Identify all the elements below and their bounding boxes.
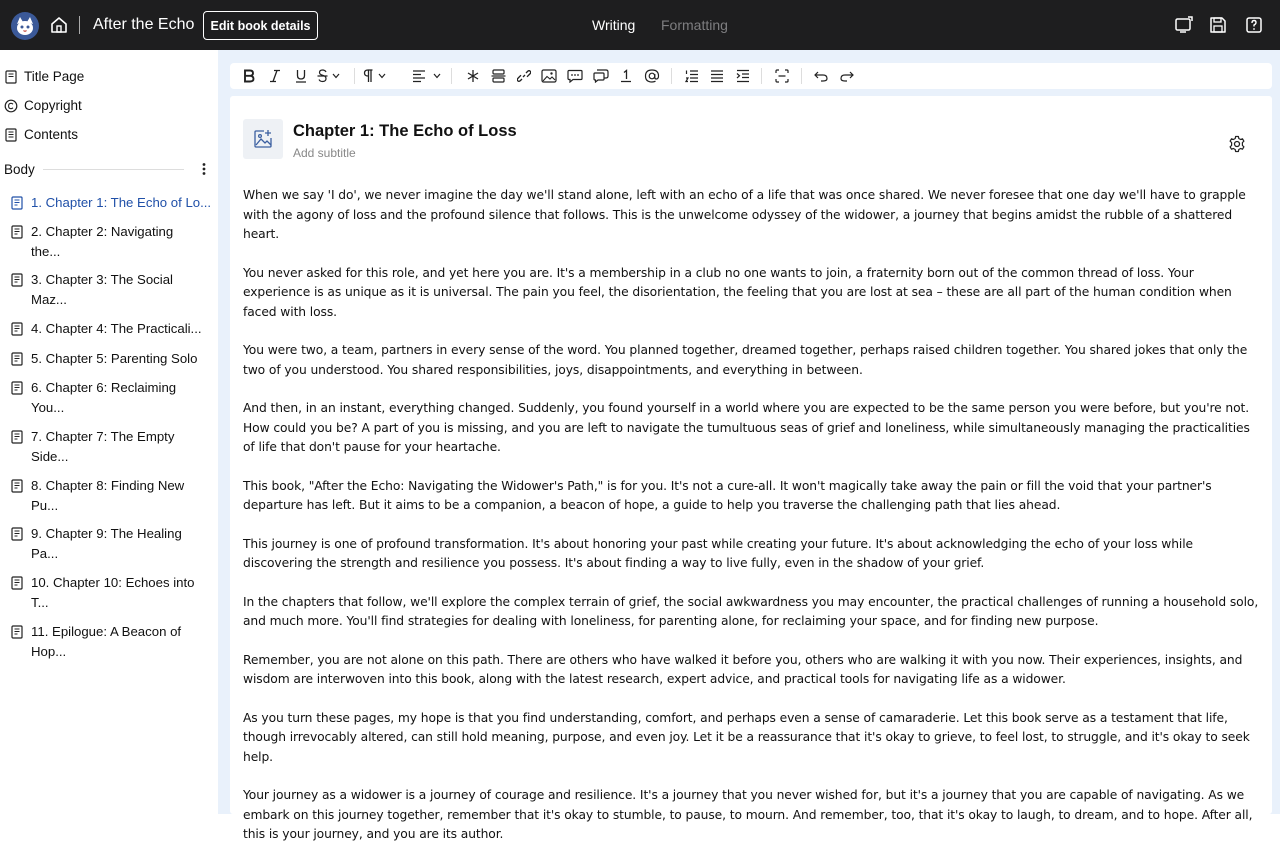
paragraph: You never asked for this role, and yet here you are. It's a membership in a club no one wants to join, a fraternity born out of the common thread of loss. Your experience is as unique as it is universal. The pain you feel, the disorientation, the feeling that you are lost at sea – these are all part of the human condition when faced with loss. <box>243 265 1232 319</box>
chapter-label: 4. Chapter 4: The Practicali... <box>31 321 202 336</box>
paragraph: This journey is one of profound transformation. It's about honoring your past while creating your future. It's about acknowledging the echo of your loss while discovering the strength and resilience you possess. It's about finding a way to live fully, even in the shadow of your grief. <box>243 536 1194 570</box>
paragraph: Remember, you are not alone on this path. There are others who have walked it before you, others who are walking it with you now. Their experiences, insights, and wisdom are interwoven into this book, along with the latest research, expert advice, and practical tools for navigating life as a widower. <box>243 652 1243 686</box>
chapter-icon <box>11 527 23 541</box>
help-button[interactable] <box>1244 15 1264 35</box>
body-options-button[interactable] <box>198 161 210 177</box>
chapter-icon <box>11 576 23 590</box>
toolbar-divider <box>801 68 802 84</box>
sidebar-chapter-7[interactable] <box>11 429 211 467</box>
find-replace-button[interactable] <box>775 67 789 85</box>
paragraph: This book, "After the Echo: Navigating the Widower's Path," is for you. It's not a cure-all. It won't magically take away the pain or fill the void that your partner's departure has left. But it aims to be a companion, a beacon of hope, a guide to help you traverse the challenging path that lies ahead. <box>243 478 1212 512</box>
chapter-label: 5. Chapter 5: Parenting Solo <box>31 351 198 366</box>
bold-icon <box>243 69 255 83</box>
alignment-dropdown[interactable] <box>412 67 446 85</box>
header-divider <box>79 16 80 34</box>
paragraph: And then, in an instant, everything changed. Suddenly, you found yourself in a world where you are expected to be the same person you were before, but you're not. How could you be? A part of you is missing, and you are left to navigate the tumultuous seas of grief and loneliness, while simultaneously managing the practicalities of life that don't pause for your heartache. <box>243 401 1250 454</box>
chapter-icon <box>11 352 23 366</box>
chapter-label: 10. Chapter 10: Echoes into T... <box>31 575 195 610</box>
paragraph: You were two, a team, partners in every sense of the word. You planned together, dreamed together, perhaps raised children together. You shared jokes that only the two of you understood. You shared responsibilities, joys, disappointments, and everything in between. <box>243 343 1248 377</box>
image-icon <box>541 69 557 83</box>
chapter-icon <box>11 430 23 444</box>
preview-icon <box>1174 15 1194 35</box>
editor-toolbar <box>230 63 1272 89</box>
chapter-icon <box>11 273 23 287</box>
paragraph: Your journey as a widower is a journey of courage and resilience. It's a journey that you never wished for, but it's a journey that you are capable of navigating. As we embark on this journey together, remember that it's okay to stumble, to pause, to mourn. And remember, too, that it's okay to laugh, to dream, and to hope. After all, this is your journey, and you are its author. <box>243 788 1253 841</box>
divider <box>43 169 184 170</box>
underline-button[interactable] <box>294 67 308 85</box>
bold-button[interactable] <box>242 67 256 85</box>
chapter-body-text[interactable] <box>243 186 1263 864</box>
tab-writing[interactable]: Writing <box>592 17 636 33</box>
chapter-label: 3. Chapter 3: The Social Maz... <box>31 272 173 307</box>
callout-button[interactable] <box>567 67 583 85</box>
chapter-label: 9. Chapter 9: The Healing Pa... <box>31 526 182 561</box>
sidebar-chapter-9[interactable] <box>11 526 211 564</box>
page-break-icon <box>491 69 506 83</box>
link-icon <box>517 69 531 83</box>
copyright-icon <box>4 99 18 113</box>
indent-icon <box>736 69 750 83</box>
insert-image-button[interactable] <box>541 67 557 85</box>
italic-icon <box>269 69 281 83</box>
page-icon <box>4 70 18 84</box>
undo-icon <box>814 69 828 83</box>
sidebar-item-label: Title Page <box>24 69 85 84</box>
sidebar-chapter-2[interactable] <box>11 224 211 262</box>
paragraph-style-dropdown[interactable] <box>362 67 392 85</box>
sidebar-chapter-8[interactable] <box>11 478 211 516</box>
toolbar-divider <box>354 68 355 84</box>
comment-icon <box>593 69 609 83</box>
sidebar-chapter-11[interactable] <box>11 624 211 662</box>
save-icon <box>1208 15 1228 35</box>
chapter-icon <box>11 225 23 239</box>
home-icon <box>48 14 70 36</box>
kebab-menu-icon <box>202 162 206 176</box>
footnote-icon <box>620 69 632 83</box>
comment-button[interactable] <box>593 67 609 85</box>
cat-logo-icon <box>14 15 36 37</box>
toolbar-divider <box>671 68 672 84</box>
chapter-label: 6. Chapter 6: Reclaiming You... <box>31 380 177 415</box>
bullet-list-button[interactable] <box>710 67 724 85</box>
undo-button[interactable] <box>814 67 828 85</box>
chapter-settings-button[interactable] <box>1228 135 1246 153</box>
sidebar-chapter-10[interactable] <box>11 575 211 613</box>
preview-button[interactable] <box>1174 15 1194 35</box>
chapter-editor <box>230 96 1272 841</box>
home-button[interactable] <box>48 14 70 36</box>
callout-icon <box>567 69 583 83</box>
redo-icon <box>840 69 854 83</box>
chapter-image-button[interactable] <box>243 119 283 159</box>
save-button[interactable] <box>1208 15 1228 35</box>
sidebar <box>0 50 218 814</box>
mention-button[interactable] <box>644 67 660 85</box>
book-title: After the Echo <box>93 16 195 33</box>
chapter-label: 8. Chapter 8: Finding New Pu... <box>31 478 185 513</box>
chapter-label: 7. Chapter 7: The Empty Side... <box>31 429 175 464</box>
chapter-icon <box>11 381 23 395</box>
link-button[interactable] <box>517 67 531 85</box>
chapter-label: 2. Chapter 2: Navigating the... <box>31 224 174 259</box>
add-image-icon <box>253 129 273 149</box>
top-bar <box>0 0 1280 50</box>
sidebar-item-label: Copyright <box>24 98 82 113</box>
sidebar-chapter-5[interactable] <box>11 351 211 369</box>
sidebar-chapter-3[interactable] <box>11 272 211 310</box>
strikethrough-icon <box>317 69 343 83</box>
chapter-title[interactable]: Chapter 1: The Echo of Loss <box>293 122 517 140</box>
edit-book-details-button[interactable]: Edit book details <box>203 11 318 40</box>
find-replace-icon <box>775 69 789 83</box>
ordered-list-icon <box>685 69 699 83</box>
footnote-button[interactable] <box>620 67 632 85</box>
paragraph: As you turn these pages, my hope is that you find understanding, comfort, and perhaps even a sense of camaraderie. Let this book serve as a testament that life, though irrevocably altered, can still hold meaning, purpose, and even joy. Let it be a reassurance that it's okay to grieve, to feel lost, to struggle, and it's okay to seek help. <box>243 710 1250 764</box>
sidebar-item-label: Contents <box>24 127 79 142</box>
toolbar-divider <box>761 68 762 84</box>
at-sign-icon <box>644 69 660 83</box>
paragraph-icon <box>363 69 391 83</box>
chapter-icon <box>11 625 23 639</box>
chapter-label: 11. Epilogue: A Beacon of Hop... <box>31 624 182 659</box>
sidebar-item-title-page[interactable] <box>4 69 84 85</box>
toolbar-divider <box>451 68 452 84</box>
italic-button[interactable] <box>268 67 282 85</box>
bullet-list-icon <box>710 69 724 83</box>
chapter-icon <box>11 196 23 210</box>
sidebar-item-contents[interactable] <box>4 127 78 143</box>
indent-button[interactable] <box>736 67 750 85</box>
paragraph: In the chapters that follow, we'll explore the complex terrain of grief, the social awkwardness you may encounter, the practical challenges of running a household solo, and much more. You'll find strategies for dealing with loneliness, for parenting alone, for reclaiming your space, and for finding new purpose. <box>243 594 1259 628</box>
app-logo[interactable] <box>11 12 39 40</box>
asterisk-icon <box>466 69 480 83</box>
scene-break-button[interactable] <box>466 67 480 85</box>
chapter-label: 1. Chapter 1: The Echo of Lo... <box>31 195 211 210</box>
main-area <box>218 50 1280 841</box>
redo-button[interactable] <box>840 67 854 85</box>
subtitle-input[interactable]: Add subtitle <box>293 146 356 160</box>
align-left-icon <box>412 69 446 83</box>
help-icon <box>1244 15 1264 35</box>
chapter-icon <box>11 322 23 336</box>
body-section-label: Body <box>4 161 35 177</box>
tab-formatting[interactable]: Formatting <box>661 17 728 33</box>
sidebar-item-copyright[interactable] <box>4 98 82 114</box>
body-section-header <box>4 160 210 178</box>
sidebar-chapter-6[interactable] <box>11 380 211 418</box>
sidebar-chapter-1[interactable] <box>11 195 211 213</box>
chapter-icon <box>11 479 23 493</box>
paragraph: When we say 'I do', we never imagine the day we'll stand alone, left with an echo of a life that was once shared. We never foresee that one day we'll have to grapple with the agony of loss and the profound silence that follows. This is the unwelcome odyssey of the widower, a journey that begins amidst the rubble of a shattered heart. <box>243 188 1246 241</box>
page-break-button[interactable] <box>491 67 506 85</box>
list-icon <box>4 128 18 142</box>
ordered-list-button[interactable] <box>685 67 699 85</box>
strikethrough-dropdown[interactable] <box>316 67 344 85</box>
sidebar-chapter-4[interactable] <box>11 321 211 339</box>
underline-icon <box>295 69 307 83</box>
gear-icon <box>1228 135 1246 153</box>
